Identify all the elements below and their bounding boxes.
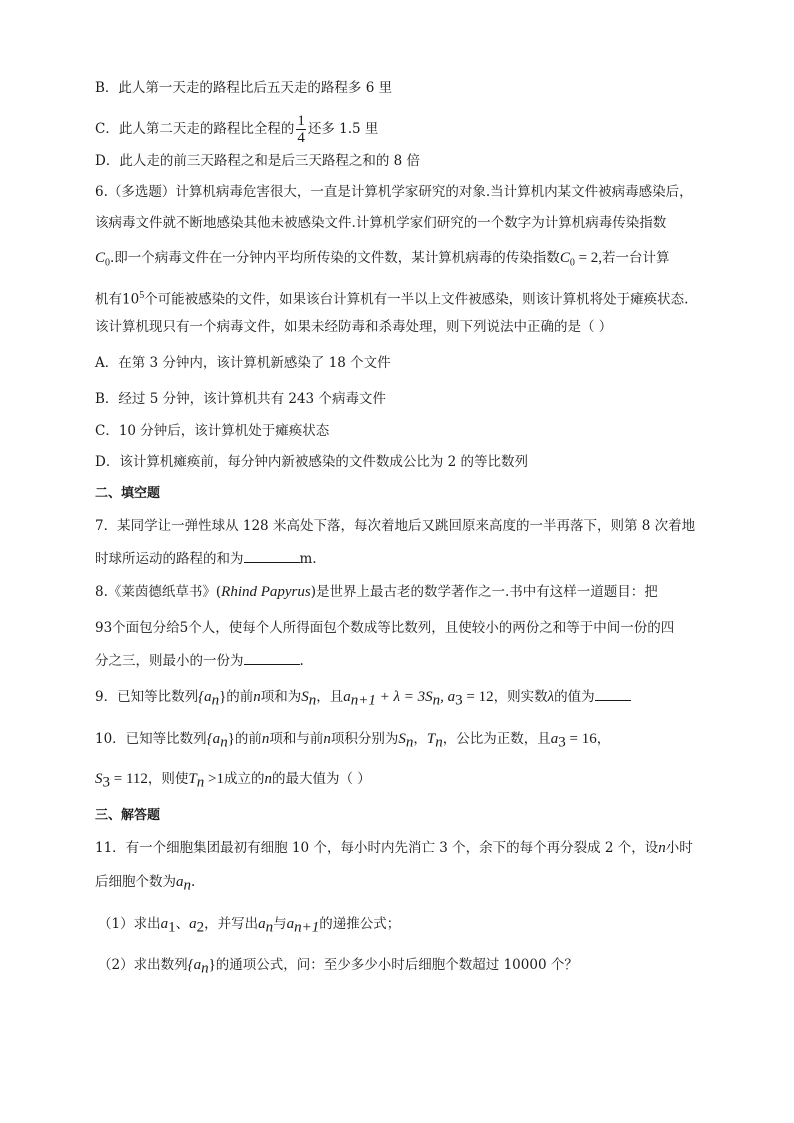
seq-open: {a <box>198 689 212 705</box>
var-an1: a <box>286 916 295 932</box>
c-eq-value: = 2, <box>574 250 603 266</box>
q9-line <box>95 686 631 711</box>
var-n: n <box>253 689 261 705</box>
q10-text-b: 的前 <box>234 731 262 747</box>
q10-text-e: ，公比为正数，且 <box>442 731 551 747</box>
an-sub: n <box>265 919 274 936</box>
q9-text-d: ，且 <box>316 689 344 705</box>
eq-val: = 12 <box>462 689 494 705</box>
eq-mid: + λ = 3S <box>375 689 433 705</box>
q6-line-3 <box>95 248 670 274</box>
seq-sub: n <box>211 692 220 709</box>
var-tn: T <box>188 771 197 787</box>
q10-text-a: 10．已知等比数列 <box>95 731 207 747</box>
q6-l4-tail: 个可能被感染的文件，如果该台计算机有一半以上文件被感染，则该计算机将处于瘫痪状态. <box>144 291 689 308</box>
q7-line-2 <box>95 548 317 569</box>
var-n2: n <box>323 731 331 747</box>
answer-blank[interactable] <box>244 650 300 665</box>
q11-part-2 <box>98 955 578 979</box>
q5-c-tail: 还多 1.5 里 <box>307 121 379 137</box>
var-n: n <box>658 840 666 856</box>
q6-line-1: 6.（多选题）计算机病毒危害很大，一直是计算机学家研究的对象.当计算机内某文件被病毒感染后， <box>95 184 693 200</box>
q9-text-f: 的值为 <box>554 689 595 705</box>
q5-option-d: D．此人走的前三天路程之和是后三天路程之和的 8 倍 <box>95 153 420 169</box>
an1-sub: n+1 <box>294 919 320 936</box>
seq-close: } <box>208 957 216 973</box>
frac-den: 4 <box>297 130 305 146</box>
q6-option-d: D．该计算机瘫痪前，每分钟内新被感染的文件数成公比为 2 的等比数列 <box>95 454 528 470</box>
q8-l1-tail: )是世界上最古老的数学著作之一.书中有这样一道题目：把 <box>310 584 658 600</box>
q5-option-b: B．此人第一天走的路程比后五天走的路程多 6 里 <box>95 80 393 96</box>
q11-l1-tail: 小时 <box>665 840 693 856</box>
s3-val: = 112 <box>110 771 148 787</box>
frac-num: 1 <box>297 113 305 129</box>
a1-sub: 1 <box>168 919 176 936</box>
answer-blank[interactable] <box>595 686 631 701</box>
q10-l2-text-c: 的最大值为（ ） <box>271 771 371 787</box>
seq-open: {a <box>206 731 221 747</box>
var-t: T <box>426 731 436 747</box>
q5-option-c <box>95 113 378 146</box>
q9-text-e: ，则实数 <box>493 689 548 705</box>
q7-unit: m. <box>299 551 317 567</box>
q11-l1-text: 11．有一个细胞集团最初有细胞 10 个，每小时内先消亡 3 个，余下的每个再分裂成 2 个，设 <box>95 840 659 856</box>
q10-text-c: 项和与前 <box>269 731 324 747</box>
var-a3: a <box>550 731 559 747</box>
a3-sub: 3 <box>558 734 566 751</box>
var-s: S <box>301 689 309 705</box>
q8-dot: . <box>299 653 304 669</box>
section-heading-fill-in: 二、填空题 <box>95 486 161 501</box>
q9-text-c: 项和为 <box>260 689 302 705</box>
q8-line-3 <box>95 650 304 671</box>
q6-l3-tail: 若一台计算 <box>602 250 670 266</box>
p1-text-d: 与 <box>273 916 287 932</box>
q6-option-a: A．在第 3 分钟内，该计算机新感染了 18 个文件 <box>95 355 391 371</box>
q11-part-1 <box>98 914 400 938</box>
s-sub: n <box>405 734 414 751</box>
a2-sub: 2 <box>196 919 205 936</box>
power-sup: 5 <box>139 290 145 301</box>
q6-option-c: C．10 分钟后，该计算机处于瘫痪状态 <box>95 423 330 439</box>
q6-line-2: 该病毒文件就不断地感染其他未被感染文件.计算机学家们研究的一个数字为计算机病毒传染指数 <box>95 215 667 231</box>
section-heading-answer: 三、解答题 <box>95 808 161 823</box>
q8-line-2: 93个面包分给5个人，使每个人所得面包个数成等比数列，且使较小的两份之和等于中间一份的四 <box>95 620 675 636</box>
var-s3: S <box>95 771 103 787</box>
q10-l2-text-a: ，则使 <box>147 771 189 787</box>
q8-l1-text: 8.《莱茵德纸草书》( <box>95 584 222 600</box>
q11-l2-text: 后细胞个数为 <box>95 874 176 890</box>
q6-l3-text: .即一个病毒文件在一分钟内平均所传染的文件数，某计算机病毒的传染指数 <box>110 250 560 266</box>
seq-sub: n <box>201 960 209 977</box>
q10-text-f: ， <box>596 731 611 747</box>
var-a1: a <box>160 916 169 932</box>
eq-a3-sub: 3 <box>455 692 463 709</box>
q6-l4-text: 机有10 <box>95 291 140 308</box>
eq-s-sub: n <box>432 692 441 709</box>
book-title-latin: Rhind Papyrus <box>221 584 311 600</box>
var-an: a <box>258 916 266 932</box>
q7-l2-text: 时球所运动的路程的和为 <box>95 551 244 567</box>
c-sub-eq: 0 <box>569 257 575 269</box>
q10-text-d: 项积分别为 <box>330 731 399 747</box>
quarter-fraction <box>296 113 306 146</box>
q10-line-2 <box>95 769 371 793</box>
var-s: S <box>398 731 406 747</box>
p2-text-a: （2）求出数列 <box>98 957 188 973</box>
q8-l3-text: 分之三，则最小的一份为 <box>95 653 244 669</box>
p1-text-e: 的递推公式； <box>319 916 401 932</box>
q5-c-text: C．此人第二天走的路程比全程的 <box>95 121 295 137</box>
answer-blank[interactable] <box>244 548 300 563</box>
c-sub: 0 <box>105 257 111 269</box>
seq-sub: n <box>220 734 228 751</box>
tn-sub: n <box>196 774 205 791</box>
a3-val: = 16 <box>565 731 597 747</box>
q11-l2-dot: . <box>191 874 196 890</box>
var-a2: a <box>189 916 197 932</box>
q11-line-1 <box>95 838 693 858</box>
q6-line-5: 该计算机现只有一个病毒文件，如果未经防毒和杀毒处理，则下列说法中正确的是（ ） <box>95 319 613 335</box>
p1-text-c: ，并写出 <box>204 916 259 932</box>
q6-option-b: B．经过 5 分钟，该计算机共有 243 个病毒文件 <box>95 391 386 407</box>
var-n: n <box>261 731 270 747</box>
q11-line-2 <box>95 872 195 896</box>
seq-close: } <box>219 689 227 705</box>
q7-line-1: 7．某同学让一弹性球从 128 米高处下落，每次着地后又跳回原来高度的一半再落下，则第 8 次着地 <box>95 518 696 534</box>
tn-val: >1 <box>204 771 224 787</box>
seq-close: } <box>227 731 235 747</box>
var-an: a <box>176 874 184 890</box>
p1-text-a: （1）求出 <box>98 916 161 932</box>
s-sub: n <box>308 692 317 709</box>
p2-text-b: 的通项公式，问：至少多少小时后细胞个数超过 10000 个？ <box>215 957 578 973</box>
q9-text-b: 的前 <box>226 689 254 705</box>
eq-a-sub: n+1 <box>350 692 376 709</box>
c-symbol: C <box>95 250 106 266</box>
var-n: n <box>264 771 272 787</box>
q10-l2-text-b: 成立的 <box>223 771 265 787</box>
q10-line-1: 10．已知等比数列$\{a_n\}$的前n项和与前n项积分别为$S_n$，$T_n$，公比为正数，且$a_3 = 16$， <box>95 731 611 751</box>
seq-open: {a <box>187 957 202 973</box>
q6-line-4 <box>95 286 688 310</box>
p1-text-b: 、 <box>175 916 190 932</box>
q9-text-a: 9．已知等比数列 <box>95 689 199 705</box>
q8-line-1 <box>95 582 658 602</box>
var-lambda: λ <box>547 689 555 705</box>
an-sub: n <box>183 877 191 894</box>
eq-a: a <box>343 689 351 705</box>
eq-a3: , a <box>440 689 456 705</box>
t-sub: n <box>435 734 443 751</box>
s3-sub: 3 <box>102 774 110 791</box>
c-symbol-eq: C <box>559 250 570 266</box>
